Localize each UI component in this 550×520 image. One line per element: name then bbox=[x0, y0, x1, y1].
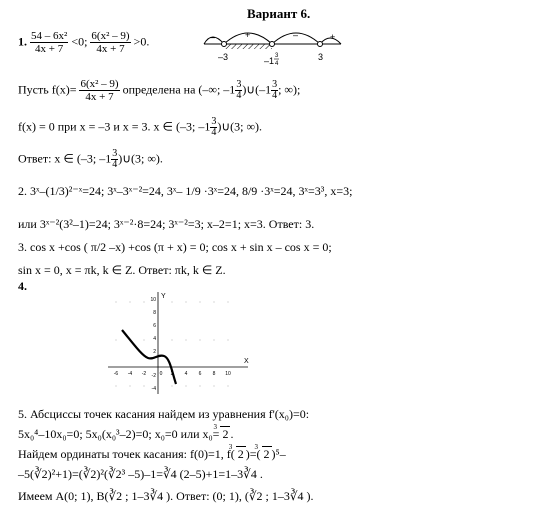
ineq1-fraction bbox=[30, 30, 68, 55]
cube-root-2-b: 3 2 bbox=[262, 446, 272, 462]
ineq2-denominator: 4x + 7 bbox=[96, 43, 125, 55]
problem-5-line-3 bbox=[18, 446, 286, 462]
x-tick-0: 0 bbox=[159, 371, 163, 377]
problem-5-line-5: Имеем A(0; 1), B(∛2 ; 1–3∛4 ). Ответ: (0; 1), (∛2 ; 1–3∛4 ). bbox=[18, 489, 314, 503]
y-tick-4: 4 bbox=[153, 336, 156, 342]
answer-1-frac-num: 3 bbox=[112, 148, 118, 159]
zeros-frac-num: 3 bbox=[211, 116, 217, 127]
y-tick-2: 2 bbox=[153, 349, 156, 355]
problem-2-line-1: 2. 3ˣ–(1/3)²⁻ˣ=24; 3ˣ–3ˣ⁻²=24, 3ˣ– 1/9 ·3ˣ=24, 8/9 ·3ˣ=24, 3ˣ=3³, x=3; bbox=[18, 184, 353, 198]
y-tick-10: 10 bbox=[150, 297, 156, 303]
cube-root-2-a: 3 2 bbox=[236, 446, 246, 462]
point-minus-1-3-4 bbox=[270, 42, 275, 47]
ineq2-relation: >0. bbox=[133, 34, 150, 49]
x-tick-10: 10 bbox=[225, 371, 231, 377]
problem-5-line-1: 5. Абсциссы точек касания найдем из уравнения f'(x₀)=0: bbox=[18, 407, 310, 421]
sign-3: – bbox=[293, 30, 299, 40]
label-minus-1: –1 bbox=[264, 56, 275, 66]
label-frac-num: 3 bbox=[275, 53, 279, 59]
problem-5-line-2 bbox=[18, 426, 233, 442]
x-axis-label: X bbox=[244, 358, 249, 365]
ineq1-relation: <0; bbox=[71, 34, 88, 49]
let-frac-1-den: 4 bbox=[236, 90, 242, 101]
let-numerator: 6(x² – 9) bbox=[80, 78, 119, 90]
y-tick-neg2: -2 bbox=[151, 373, 156, 379]
answer-1-tail: )∪(3; ∞). bbox=[118, 151, 163, 166]
problem-1-number: 1. bbox=[18, 34, 27, 49]
problem-2-line-2: или 3ˣ⁻²(3²–1)=24; 3ˣ⁻²·8=24; 3ˣ⁻²=3; x–2=1; x=3. Ответ: 3. bbox=[18, 217, 315, 231]
let-frac-1-num: 3 bbox=[236, 79, 242, 90]
p5-line3-text: Найдем ординаты точек касания: f(0)=1, f( bbox=[18, 447, 235, 461]
function-graph bbox=[108, 290, 258, 394]
x-tick-6: 6 bbox=[198, 371, 202, 377]
let-domain-start: определена на (–∞; –1 bbox=[122, 82, 236, 97]
let-frac-2-num: 3 bbox=[272, 79, 278, 90]
let-fraction bbox=[79, 78, 119, 103]
x-tick-4: 4 bbox=[184, 371, 188, 377]
sign-4: + bbox=[330, 32, 336, 42]
ineq2-fraction bbox=[90, 30, 130, 55]
x-tick-neg2: -2 bbox=[141, 371, 147, 377]
y-axis-label: Y bbox=[161, 293, 166, 300]
function-domain-line bbox=[18, 78, 300, 103]
sign-number-line bbox=[196, 22, 346, 70]
let-domain-mid: )∪(–1 bbox=[242, 82, 272, 97]
y-tick-8: 8 bbox=[153, 310, 156, 316]
x-tick-2: 2 bbox=[170, 371, 174, 377]
sign-1: – bbox=[210, 32, 216, 42]
answer-1-text: Ответ: x ∈ (–3; –1 bbox=[18, 151, 112, 166]
ineq1-numerator: 54 – 6x² bbox=[31, 30, 68, 42]
p5-line2-text: 5x₀⁴–10x₀=0; 5x₀(x₀³–2)=0; x₀=0 или x₀= bbox=[18, 427, 220, 441]
variant-title: Вариант 6. bbox=[247, 6, 311, 21]
x-tick-neg6: -6 bbox=[113, 371, 119, 377]
zeros-frac-den: 4 bbox=[211, 127, 217, 138]
p5-line3-mid: )=( bbox=[245, 447, 261, 461]
y-tick-6: 6 bbox=[153, 323, 156, 329]
let-domain-end: ; ∞); bbox=[278, 82, 301, 97]
x-tick-neg4: -4 bbox=[127, 371, 133, 377]
problem-3-line-2: sin x = 0, x = πk, k ∈ Z. Ответ: πk, k ∈ Z. bbox=[18, 263, 226, 277]
let-frac-2-den: 4 bbox=[272, 90, 278, 101]
point-minus-3 bbox=[222, 42, 227, 47]
answer-1-line bbox=[18, 149, 163, 170]
x-tick-8: 8 bbox=[212, 371, 216, 377]
zeros-tail: )∪(3; ∞). bbox=[217, 119, 263, 134]
let-prefix: Пусть f(x)= bbox=[18, 82, 77, 97]
problem-4-number: 4. bbox=[18, 279, 27, 293]
ineq1-denominator: 4x + 7 bbox=[35, 43, 64, 55]
label-3: 3 bbox=[318, 52, 324, 62]
sign-2: + bbox=[245, 30, 251, 40]
answer-1-frac-den: 4 bbox=[112, 159, 118, 170]
ineq2-numerator: 6(x² – 9) bbox=[91, 30, 130, 42]
hatched-interval bbox=[224, 44, 272, 49]
p5-line2-end: . bbox=[230, 427, 234, 441]
zeros-text: f(x) = 0 при x = –3 и x = 3. x ∈ (–3; –1 bbox=[18, 119, 211, 134]
let-denominator: 4x + 7 bbox=[85, 91, 114, 103]
problem-5-line-4: –5(∛2)²+1)=(∛2)²(∛2³ –5)–1=∛4 (2–5)+1=1–3∛4 . bbox=[18, 467, 263, 481]
label-frac-den: 4 bbox=[275, 61, 279, 67]
label-minus-3: –3 bbox=[218, 52, 229, 62]
zeros-line bbox=[18, 117, 262, 138]
p5-line3-end: )⁵– bbox=[271, 447, 286, 461]
problem-3-line-1: 3. cos x +cos ( π/2 –x) +cos (π + x) = 0; cos x + sin x – cos x = 0; bbox=[18, 240, 332, 254]
y-tick-neg4: -4 bbox=[151, 386, 156, 392]
problem-1-inequalities bbox=[18, 30, 149, 55]
cube-root-2: 3 2 bbox=[220, 426, 230, 442]
point-3 bbox=[318, 42, 323, 47]
